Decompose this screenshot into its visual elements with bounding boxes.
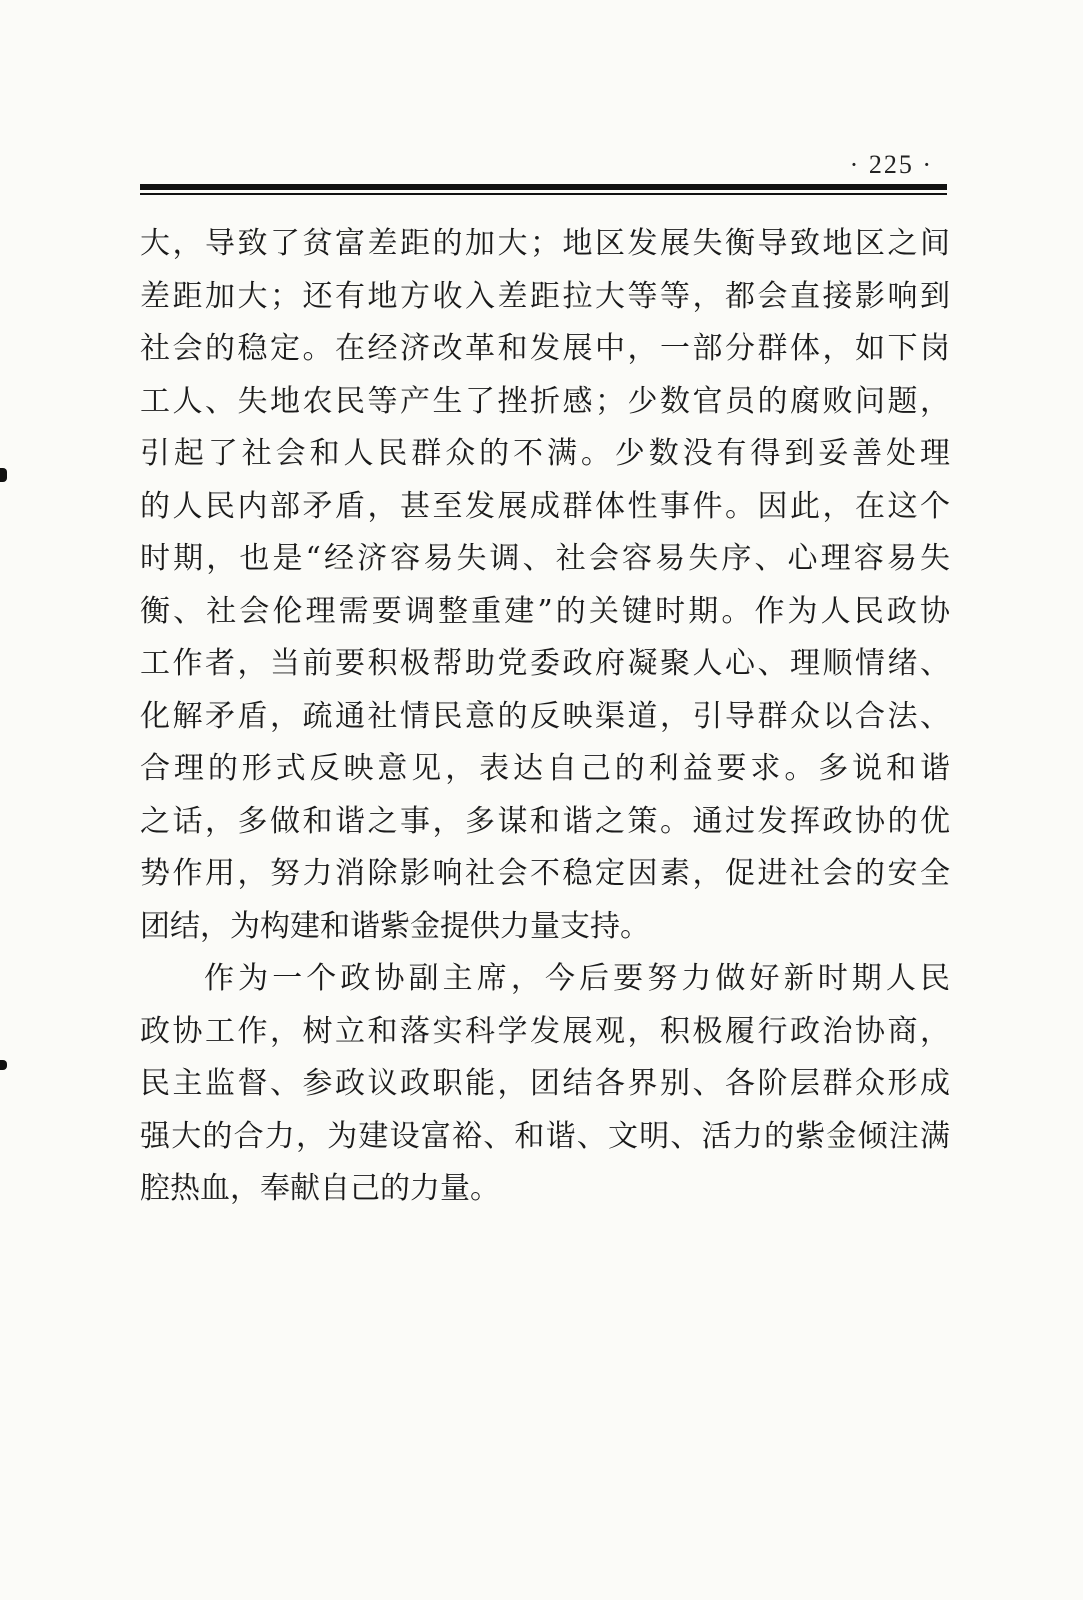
text-line: 民主监督、参政议政职能，团结各界别、各阶层群众形成 — [140, 1066, 950, 1101]
paragraph-2 — [140, 953, 950, 1216]
text-line: 政协工作，树立和落实科学发展观，积极履行政治协商， — [140, 1013, 950, 1049]
text-line: 工人、失地农民等产生了挫折感；少数官员的腐败问题， — [140, 383, 950, 419]
text-line: 势作用，努力消除影响社会不稳定因素，促进社会的安全 — [140, 856, 950, 891]
body-text — [140, 218, 950, 1216]
text-line: 腔热血，奉献自己的力量。 — [140, 1171, 500, 1206]
scan-edge-mark — [0, 1060, 7, 1070]
paragraph-1 — [140, 218, 950, 953]
text-line: 作为一个政协副主席，今后要努力做好新时期人民 — [204, 961, 950, 996]
text-line: 引起了社会和人民群众的不满。少数没有得到妥善处理 — [140, 436, 950, 471]
text-line: 之话，多做和谐之事，多谋和谐之策。通过发挥政协的优 — [140, 803, 950, 839]
header-rule-thin — [140, 193, 947, 195]
text-line: 强大的合力，为建设富裕、和谐、文明、活力的紫金倾注满 — [140, 1118, 950, 1154]
text-line: 工作者，当前要积极帮助党委政府凝聚人心、理顺情绪、 — [140, 646, 950, 681]
text-line: 衡、社会伦理需要调整重建”的关键时期。作为人民政协 — [140, 593, 950, 629]
text-line: 社会的稳定。在经济改革和发展中，一部分群体，如下岗 — [140, 331, 950, 366]
text-line: 团结，为构建和谐紫金提供力量支持。 — [140, 908, 650, 944]
text-line: 大，导致了贫富差距的加大；地区发展失衡导致地区之间 — [140, 226, 950, 261]
text-line: 差距加大；还有地方收入差距拉大等等，都会直接影响到 — [140, 278, 950, 314]
text-line: 合理的形式反映意见，表达自己的利益要求。多说和谐 — [140, 751, 950, 786]
page-number: · 225 · — [849, 150, 933, 179]
header-rule-thick — [140, 184, 947, 190]
text-line: 的人民内部矛盾，甚至发展成群体性事件。因此，在这个 — [140, 488, 950, 524]
text-line: 化解矛盾，疏通社情民意的反映渠道，引导群众以合法、 — [140, 698, 950, 734]
text-line: 时期，也是“经济容易失调、社会容易失序、心理容易失 — [140, 541, 950, 576]
scan-edge-mark — [0, 468, 7, 482]
